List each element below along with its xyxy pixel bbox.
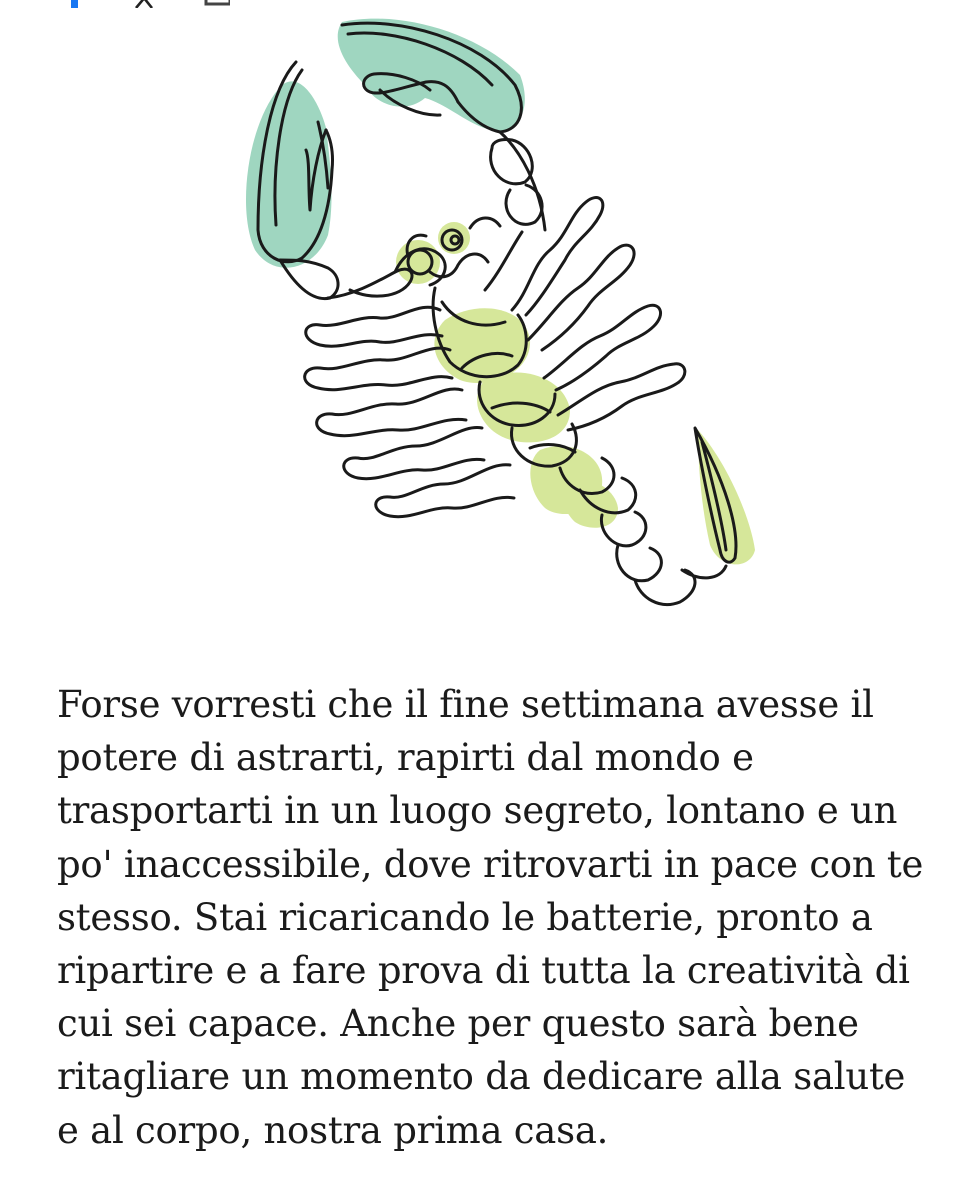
email-icon[interactable] <box>204 0 230 8</box>
share-bar <box>60 0 230 8</box>
scorpion-illustration <box>230 10 770 620</box>
body-fill-1 <box>434 308 530 383</box>
facebook-icon[interactable] <box>60 0 86 8</box>
scorpion-icon <box>230 10 770 620</box>
article-paragraph: Forse vorresti che il fine settimana avesse il potere di astrarti, rapirti dal mondo e trasportarti in un luogo segreto, lontano e un po' inaccessibile, dove ritrovarti in pace con te stesso. Stai ricaricando le batterie, pronto a ripartire e a fare prova di tutta la creatività di cui sei capace. Anche per questo sarà bene ritagliare un momento da dedicare alla salute e al corpo, nostra prima casa. <box>57 683 924 1152</box>
x-icon[interactable] <box>132 0 158 8</box>
